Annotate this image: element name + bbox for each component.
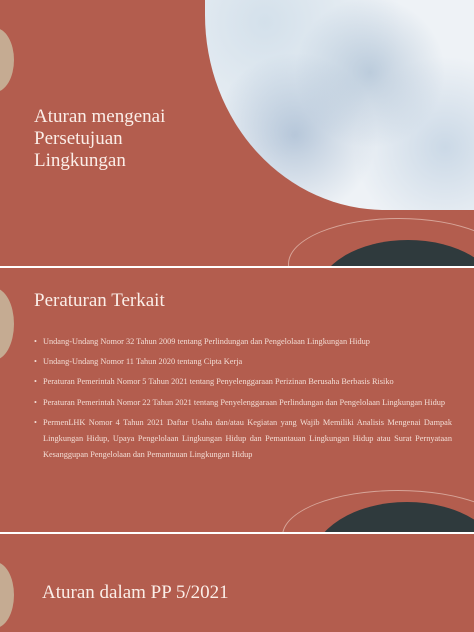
list-item: • Undang-Undang Nomor 11 Tahun 2020 tentang Cipta Kerja	[34, 354, 452, 370]
slide-1-title: Aturan mengenai Persetujuan Lingkungan	[34, 106, 166, 171]
slide-2-title: Peraturan Terkait	[34, 290, 165, 311]
tan-accent-shape	[0, 562, 14, 628]
slide-3-title: Aturan dalam PP 5/2021	[42, 582, 229, 603]
slide-2[interactable]	[0, 268, 474, 532]
slide-1[interactable]	[0, 0, 474, 266]
tan-accent-shape	[0, 28, 14, 92]
watercolor-image	[205, 0, 474, 210]
tan-accent-shape	[0, 288, 14, 360]
regulation-list	[34, 334, 452, 467]
list-item: • PermenLHK Nomor 4 Tahun 2021 Daftar Usaha dan/atau Kegiatan yang Wajib Memiliki Analisis Mengenai Dampak Lingkungan Hidup, Upaya Pengelolaan Lingkungan Hidup dan Pemantauan Lingkungan Hidup atau Surat Pernyataan Kesanggupan Pengelolaan dan Pemantauan Lingkungan Hidup	[34, 415, 452, 464]
list-item: • Undang-Undang Nomor 32 Tahun 2009 tentang Perlindungan dan Pengelolaan Lingkungan Hidup	[34, 334, 452, 350]
list-item: • Peraturan Pemerintah Nomor 5 Tahun 2021 tentang Penyelenggaraan Perizinan Berusaha Berbasis Risiko	[34, 374, 452, 390]
list-item: • Peraturan Pemerintah Nomor 22 Tahun 2021 tentang Penyelenggaraan Perlindungan dan Pengelolaan Lingkungan Hidup	[34, 395, 452, 411]
slide-3[interactable]	[0, 534, 474, 632]
